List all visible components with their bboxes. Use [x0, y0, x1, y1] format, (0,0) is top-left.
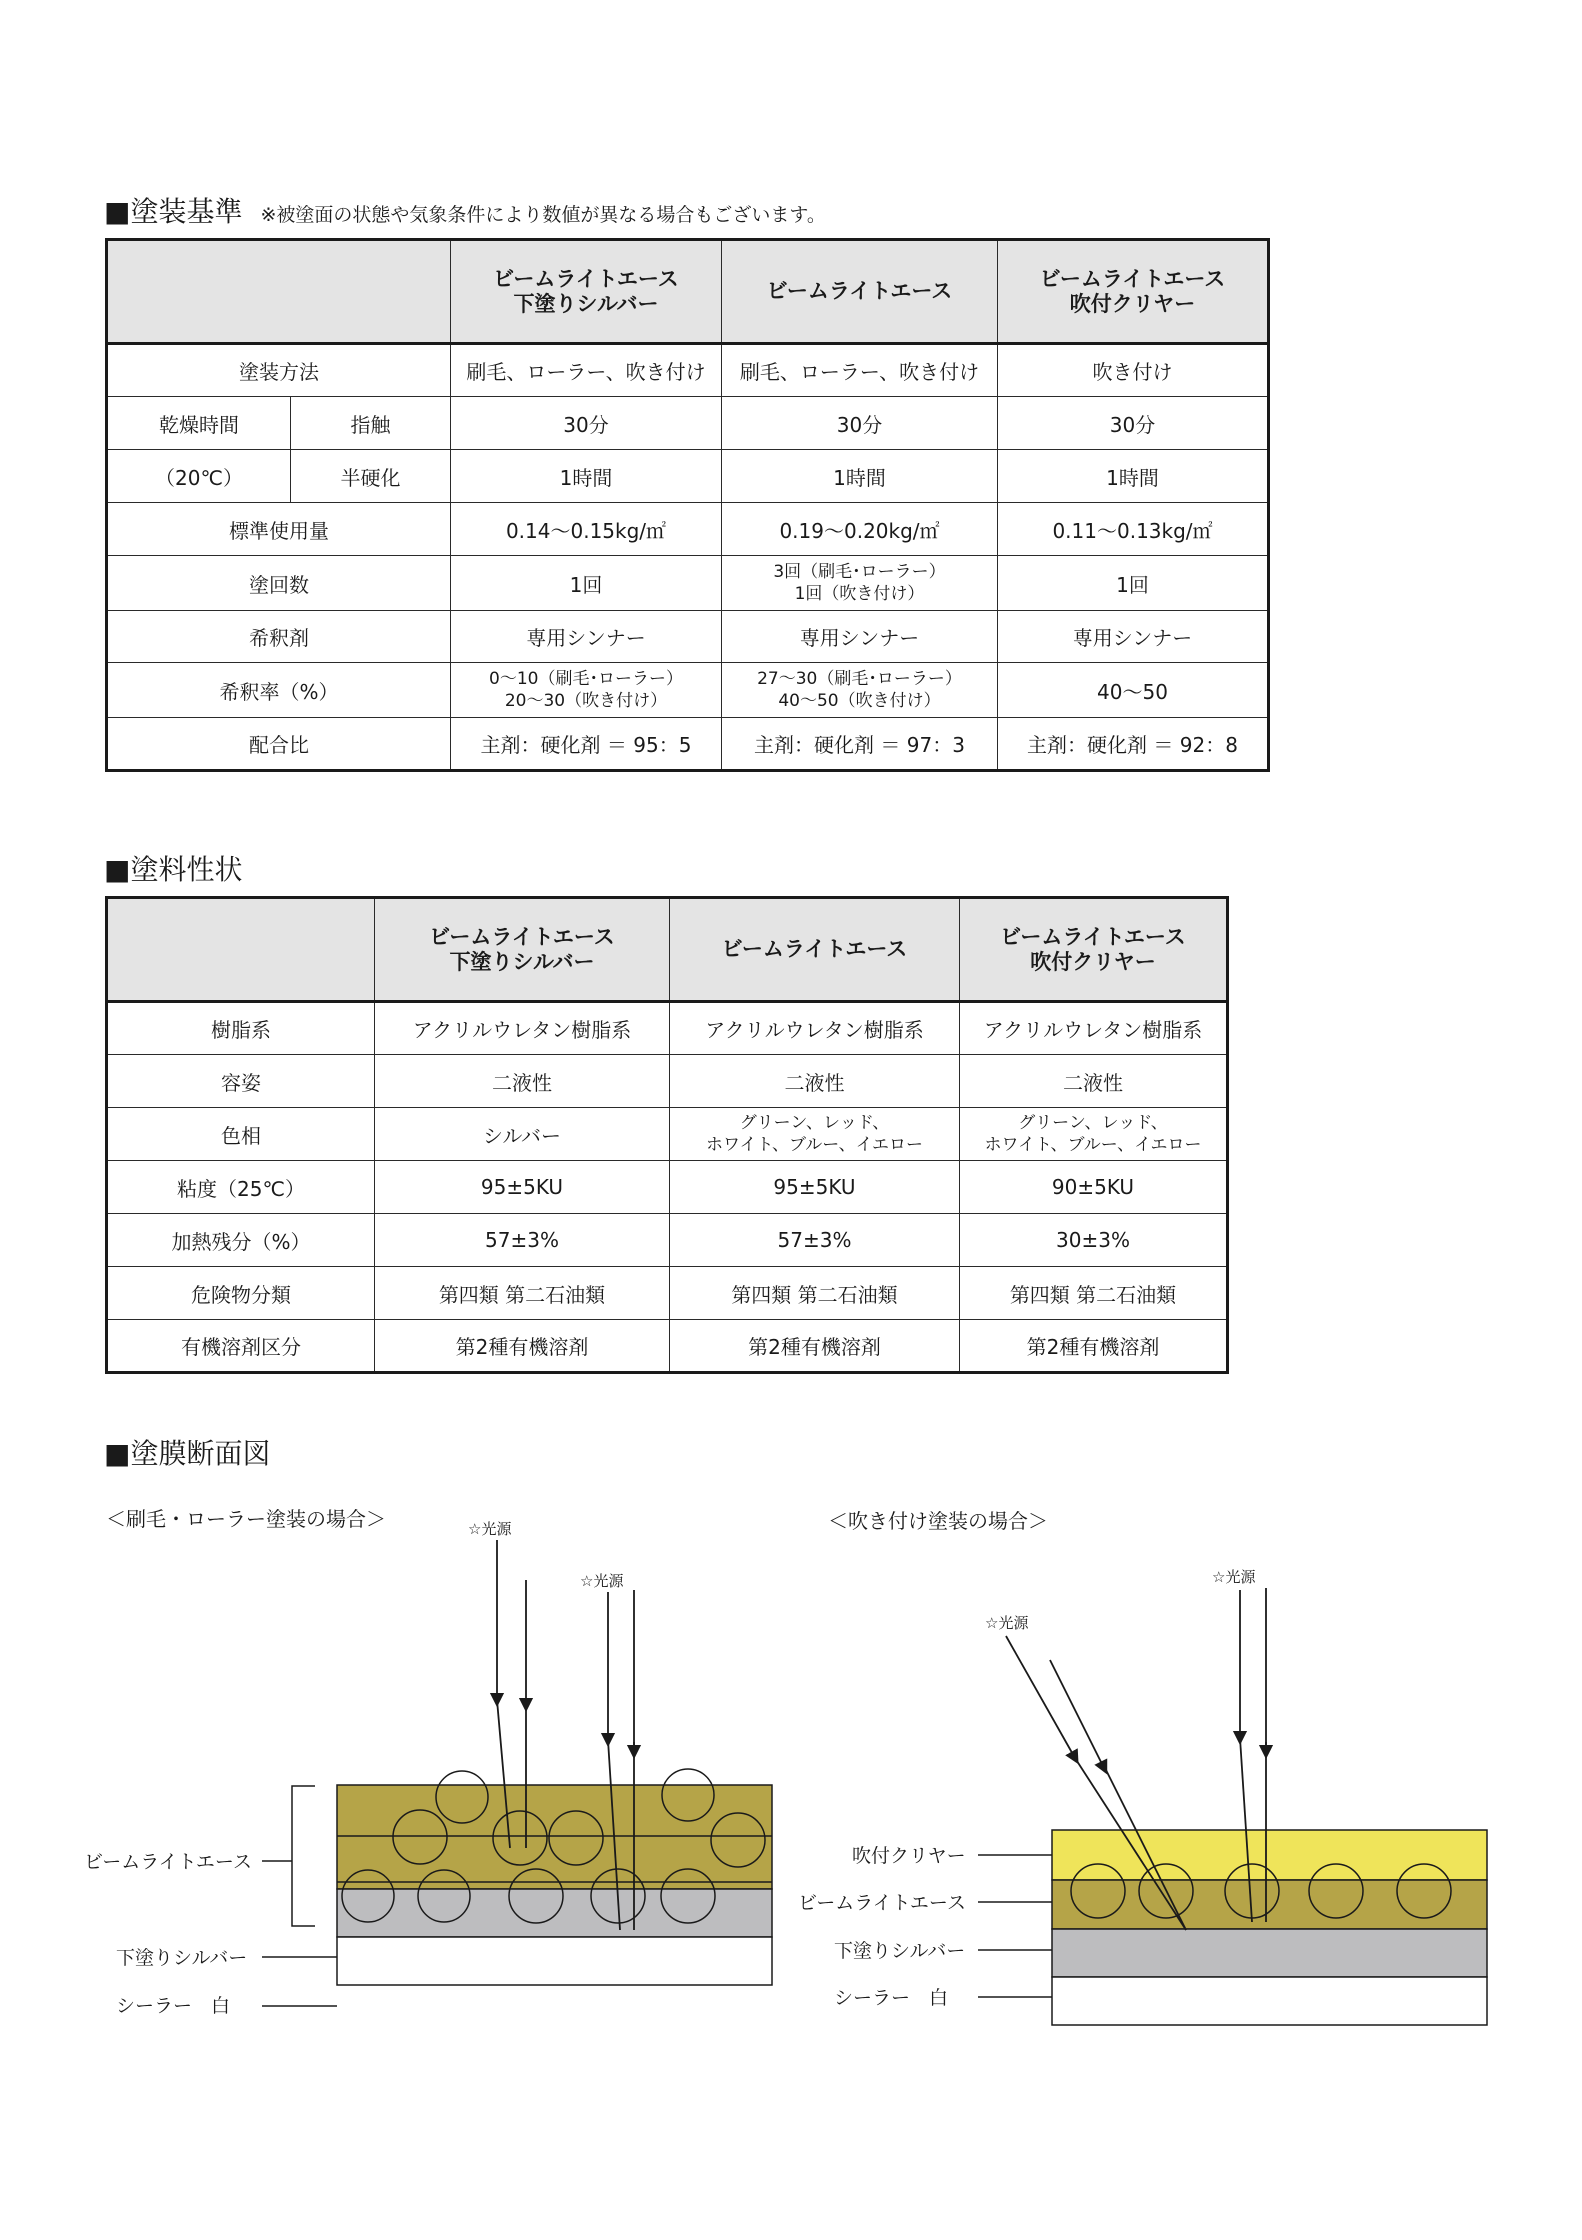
cell: 0.14～0.15kg/㎡ [451, 503, 722, 556]
left-layer-olive [337, 1785, 772, 1889]
row-label-temp: （20℃） [107, 450, 291, 503]
row-label: 加熱残分（%） [107, 1214, 375, 1267]
header-label: ビームライトエース 下塗りシルバー [493, 266, 679, 316]
right-leader-lines [978, 1855, 1052, 1997]
row-label: 配合比 [107, 718, 451, 771]
cell: 30±3% [960, 1214, 1228, 1267]
row-label: 標準使用量 [107, 503, 451, 556]
cell: 0.11～0.13kg/㎡ [998, 503, 1269, 556]
right-light-source-2: ☆光源 [1212, 1568, 1256, 1586]
cell: 専用シンナー [451, 611, 722, 663]
right-light-ray-down [1006, 1636, 1075, 1758]
paint-properties-table [105, 896, 1229, 1374]
cell: 1時間 [998, 450, 1269, 503]
cell: 第2種有機溶剤 [960, 1320, 1228, 1373]
row-label: 希釈率（%） [107, 663, 451, 718]
right-layer-silver [1052, 1929, 1487, 1977]
cell: アクリルウレタン樹脂系 [960, 1002, 1228, 1055]
left-light-source-1: ☆光源 [468, 1520, 512, 1538]
cell: グリーン、レッド、 ホワイト、ブルー、イエロー [960, 1108, 1228, 1161]
cell: 1回 [998, 556, 1269, 611]
cell: 第四類 第二石油類 [375, 1267, 670, 1320]
cell: 二液性 [375, 1055, 670, 1108]
header-label: ビームライトエース 下塗りシルバー [429, 924, 615, 974]
header-label: ビームライトエース 吹付クリヤー [1039, 266, 1226, 316]
section-title-text: ■塗膜断面図 [104, 1437, 271, 1470]
row-label: 塗回数 [107, 556, 451, 611]
cell: 1時間 [451, 450, 722, 503]
cell: 刷毛、ローラー、吹き付け [722, 344, 998, 397]
header-product [451, 240, 722, 344]
cell: アクリルウレタン樹脂系 [670, 1002, 960, 1055]
cell: 1回 [451, 556, 722, 611]
right-label-sealer: シーラー 白 [834, 1987, 949, 2009]
left-layer-sealer [337, 1937, 772, 1985]
right-layer-sealer [1052, 1977, 1487, 2025]
cross-section-diagram [0, 1490, 1582, 2190]
row-sublabel: 指触 [291, 397, 451, 450]
left-label-undercoat: 下塗りシルバー [116, 1947, 248, 1969]
row-label: 粘度（25℃） [107, 1161, 375, 1214]
right-label-beamlight: ビームライトエース [798, 1892, 966, 1914]
cell: 27～30（刷毛･ローラー） 40～50（吹き付け） [722, 663, 998, 718]
cell: 主剤：硬化剤 ＝ 97：3 [722, 718, 998, 771]
row-label: 樹脂系 [107, 1002, 375, 1055]
left-label-sealer: シーラー 白 [116, 1995, 231, 2017]
cell: アクリルウレタン樹脂系 [375, 1002, 670, 1055]
cell: 90±5KU [960, 1161, 1228, 1214]
cell: 57±3% [670, 1214, 960, 1267]
row-label: 有機溶剤区分 [107, 1320, 375, 1373]
right-label-undercoat: 下塗りシルバー [834, 1940, 966, 1962]
cell: 吹き付け [998, 344, 1269, 397]
header-blank [107, 240, 451, 344]
row-label: 希釈剤 [107, 611, 451, 663]
header-product [670, 898, 960, 1002]
cell: 二液性 [960, 1055, 1228, 1108]
cell: 主剤：硬化剤 ＝ 92：8 [998, 718, 1269, 771]
cell: 0～10（刷毛･ローラー） 20～30（吹き付け） [451, 663, 722, 718]
cell: 刷毛、ローラー、吹き付け [451, 344, 722, 397]
cell: 主剤：硬化剤 ＝ 95：5 [451, 718, 722, 771]
left-light-source-2: ☆光源 [580, 1572, 624, 1590]
right-layer-olive [1052, 1880, 1487, 1929]
cell: 0.19～0.20kg/㎡ [722, 503, 998, 556]
row-sublabel: 半硬化 [291, 450, 451, 503]
cell: 専用シンナー [722, 611, 998, 663]
header-label: ビームライトエース [721, 937, 908, 961]
section-note: ※被塗面の状態や気象条件により数値が異なる場合もございます。 [260, 204, 826, 226]
cell: 30分 [998, 397, 1269, 450]
cell: 専用シンナー [998, 611, 1269, 663]
row-label: 乾燥時間 [107, 397, 291, 450]
cell: シルバー [375, 1108, 670, 1161]
cell: 95±5KU [670, 1161, 960, 1214]
row-label: 容姿 [107, 1055, 375, 1108]
row-label: 色相 [107, 1108, 375, 1161]
header-label: ビームライトエース 吹付クリヤー [1000, 924, 1186, 974]
cell: 第四類 第二石油類 [960, 1267, 1228, 1320]
bracket-shape [292, 1786, 315, 1926]
header-label: ビームライトエース [766, 279, 953, 303]
left-bracket [262, 1786, 337, 2006]
header-product [998, 240, 1269, 344]
right-label-clear: 吹付クリヤー [852, 1845, 966, 1867]
row-label: 危険物分類 [107, 1267, 375, 1320]
cell: 二液性 [670, 1055, 960, 1108]
section-title-film-cross-section [104, 1432, 270, 1472]
section-title-text: ■塗装基準 [104, 195, 243, 228]
row-label: 塗装方法 [107, 344, 451, 397]
cell: 57±3% [375, 1214, 670, 1267]
section-title-paint-properties [104, 848, 242, 888]
cell: 30分 [451, 397, 722, 450]
right-light-source-1: ☆光源 [985, 1614, 1029, 1632]
header-product [722, 240, 998, 344]
left-caption: ＜刷毛・ローラー塗装の場合＞ [106, 1507, 386, 1531]
cell: 第2種有機溶剤 [670, 1320, 960, 1373]
left-layer-silver [337, 1889, 772, 1937]
cell: 1時間 [722, 450, 998, 503]
section-title-coating-standard [104, 190, 826, 230]
header-product [375, 898, 670, 1002]
right-light-ray-up [1050, 1660, 1104, 1768]
cell: 第四類 第二石油類 [670, 1267, 960, 1320]
cell: 95±5KU [375, 1161, 670, 1214]
cell: グリーン、レッド、 ホワイト、ブルー、イエロー [670, 1108, 960, 1161]
left-label-beamlight: ビームライトエース [84, 1851, 252, 1873]
cell: 30分 [722, 397, 998, 450]
section-title-text: ■塗料性状 [104, 853, 243, 886]
right-caption: ＜吹き付け塗装の場合＞ [828, 1509, 1048, 1533]
cell: 40～50 [998, 663, 1269, 718]
header-blank [107, 898, 375, 1002]
cell: 3回（刷毛･ローラー） 1回（吹き付け） [722, 556, 998, 611]
header-product [960, 898, 1228, 1002]
cell: 第2種有機溶剤 [375, 1320, 670, 1373]
coating-standard-table [105, 238, 1270, 772]
